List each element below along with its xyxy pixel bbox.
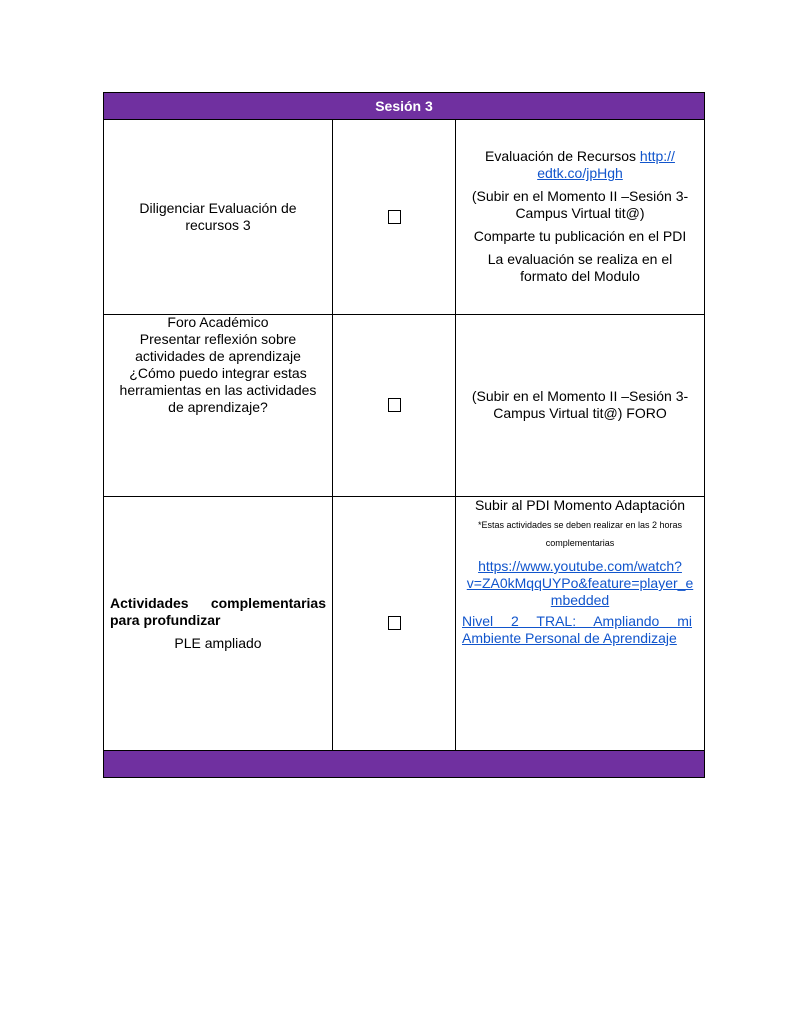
activity-text — [110, 200, 326, 234]
table-row — [103, 314, 705, 497]
activity-cell — [104, 314, 333, 496]
activity-line: Foro Académico — [167, 314, 269, 330]
activity-bold: Actividades complementarias — [110, 594, 326, 611]
resource-link-cont[interactable]: edtk.co/jpHgh — [537, 165, 623, 181]
link-line[interactable]: Nivel 2 TRAL: Ampliando mi — [462, 613, 692, 629]
activity-line: recursos 3 — [185, 216, 251, 233]
activity-cell — [104, 496, 333, 750]
share-text: Comparte tu publicación en el PDI — [473, 228, 687, 244]
resource-eval-text — [462, 148, 698, 182]
resource-eval-label: Evaluación de Recursos — [485, 148, 640, 164]
activity-line: Diligenciar Evaluación de — [139, 199, 297, 216]
checkbox-cell — [333, 314, 456, 496]
eval-line: La evaluación se realiza en el — [487, 251, 673, 267]
details-cell — [456, 119, 704, 314]
link-line[interactable]: mbedded — [550, 592, 610, 608]
eval-text — [462, 251, 698, 285]
activity-cell — [104, 119, 333, 314]
upload-instructions — [462, 388, 698, 422]
checkbox-icon[interactable] — [388, 616, 401, 630]
activity-line: Presentar reflexión sobre — [139, 331, 297, 347]
upload-line: Campus Virtual tit@) — [515, 205, 645, 221]
session-header — [103, 92, 705, 120]
resource-link[interactable]: http:// — [639, 148, 675, 164]
upload-line: (Subir en el Momento II –Sesión 3- — [471, 388, 689, 404]
checkbox-cell — [333, 119, 456, 314]
activity-line: herramientas en las actividades — [119, 382, 317, 398]
activity-text: PLE ampliado — [174, 634, 262, 651]
table-footer-bar — [103, 750, 705, 778]
note-line: *Estas actividades se deben realizar en las 2 horas — [477, 520, 683, 530]
activity-line: actividades de aprendizaje — [135, 348, 301, 364]
table-row — [103, 119, 705, 315]
activity-bold: para profundizar — [110, 611, 221, 628]
eval-line: formato del Modulo — [520, 268, 640, 284]
upload-line: Campus Virtual tit@) FORO — [493, 405, 667, 421]
details-cell — [456, 496, 704, 750]
table-row — [103, 496, 705, 751]
checkbox-cell — [333, 496, 456, 750]
pdi-title: Subir al PDI Momento Adaptación — [474, 497, 686, 513]
activity-line: ¿Cómo puedo integrar estas — [129, 365, 307, 381]
activity-line: de aprendizaje? — [168, 399, 268, 415]
note-text — [462, 516, 698, 552]
link-line[interactable]: Ambiente Personal de Aprendizaje — [462, 630, 677, 646]
nivel-link[interactable] — [462, 613, 698, 647]
upload-instructions — [462, 188, 698, 222]
link-line[interactable]: https://www.youtube.com/watch? — [478, 558, 682, 574]
details-cell — [456, 314, 704, 496]
note-line: complementarias — [545, 538, 615, 548]
session-title: Sesión 3 — [375, 98, 433, 114]
link-line[interactable]: v=ZA0kMqqUYPo&feature=player_e — [466, 575, 694, 591]
upload-line: (Subir en el Momento II –Sesión 3- — [471, 188, 689, 204]
youtube-link[interactable] — [462, 558, 698, 609]
checkbox-icon[interactable] — [388, 398, 401, 412]
activity-text — [110, 314, 326, 416]
checkbox-icon[interactable] — [388, 210, 401, 224]
